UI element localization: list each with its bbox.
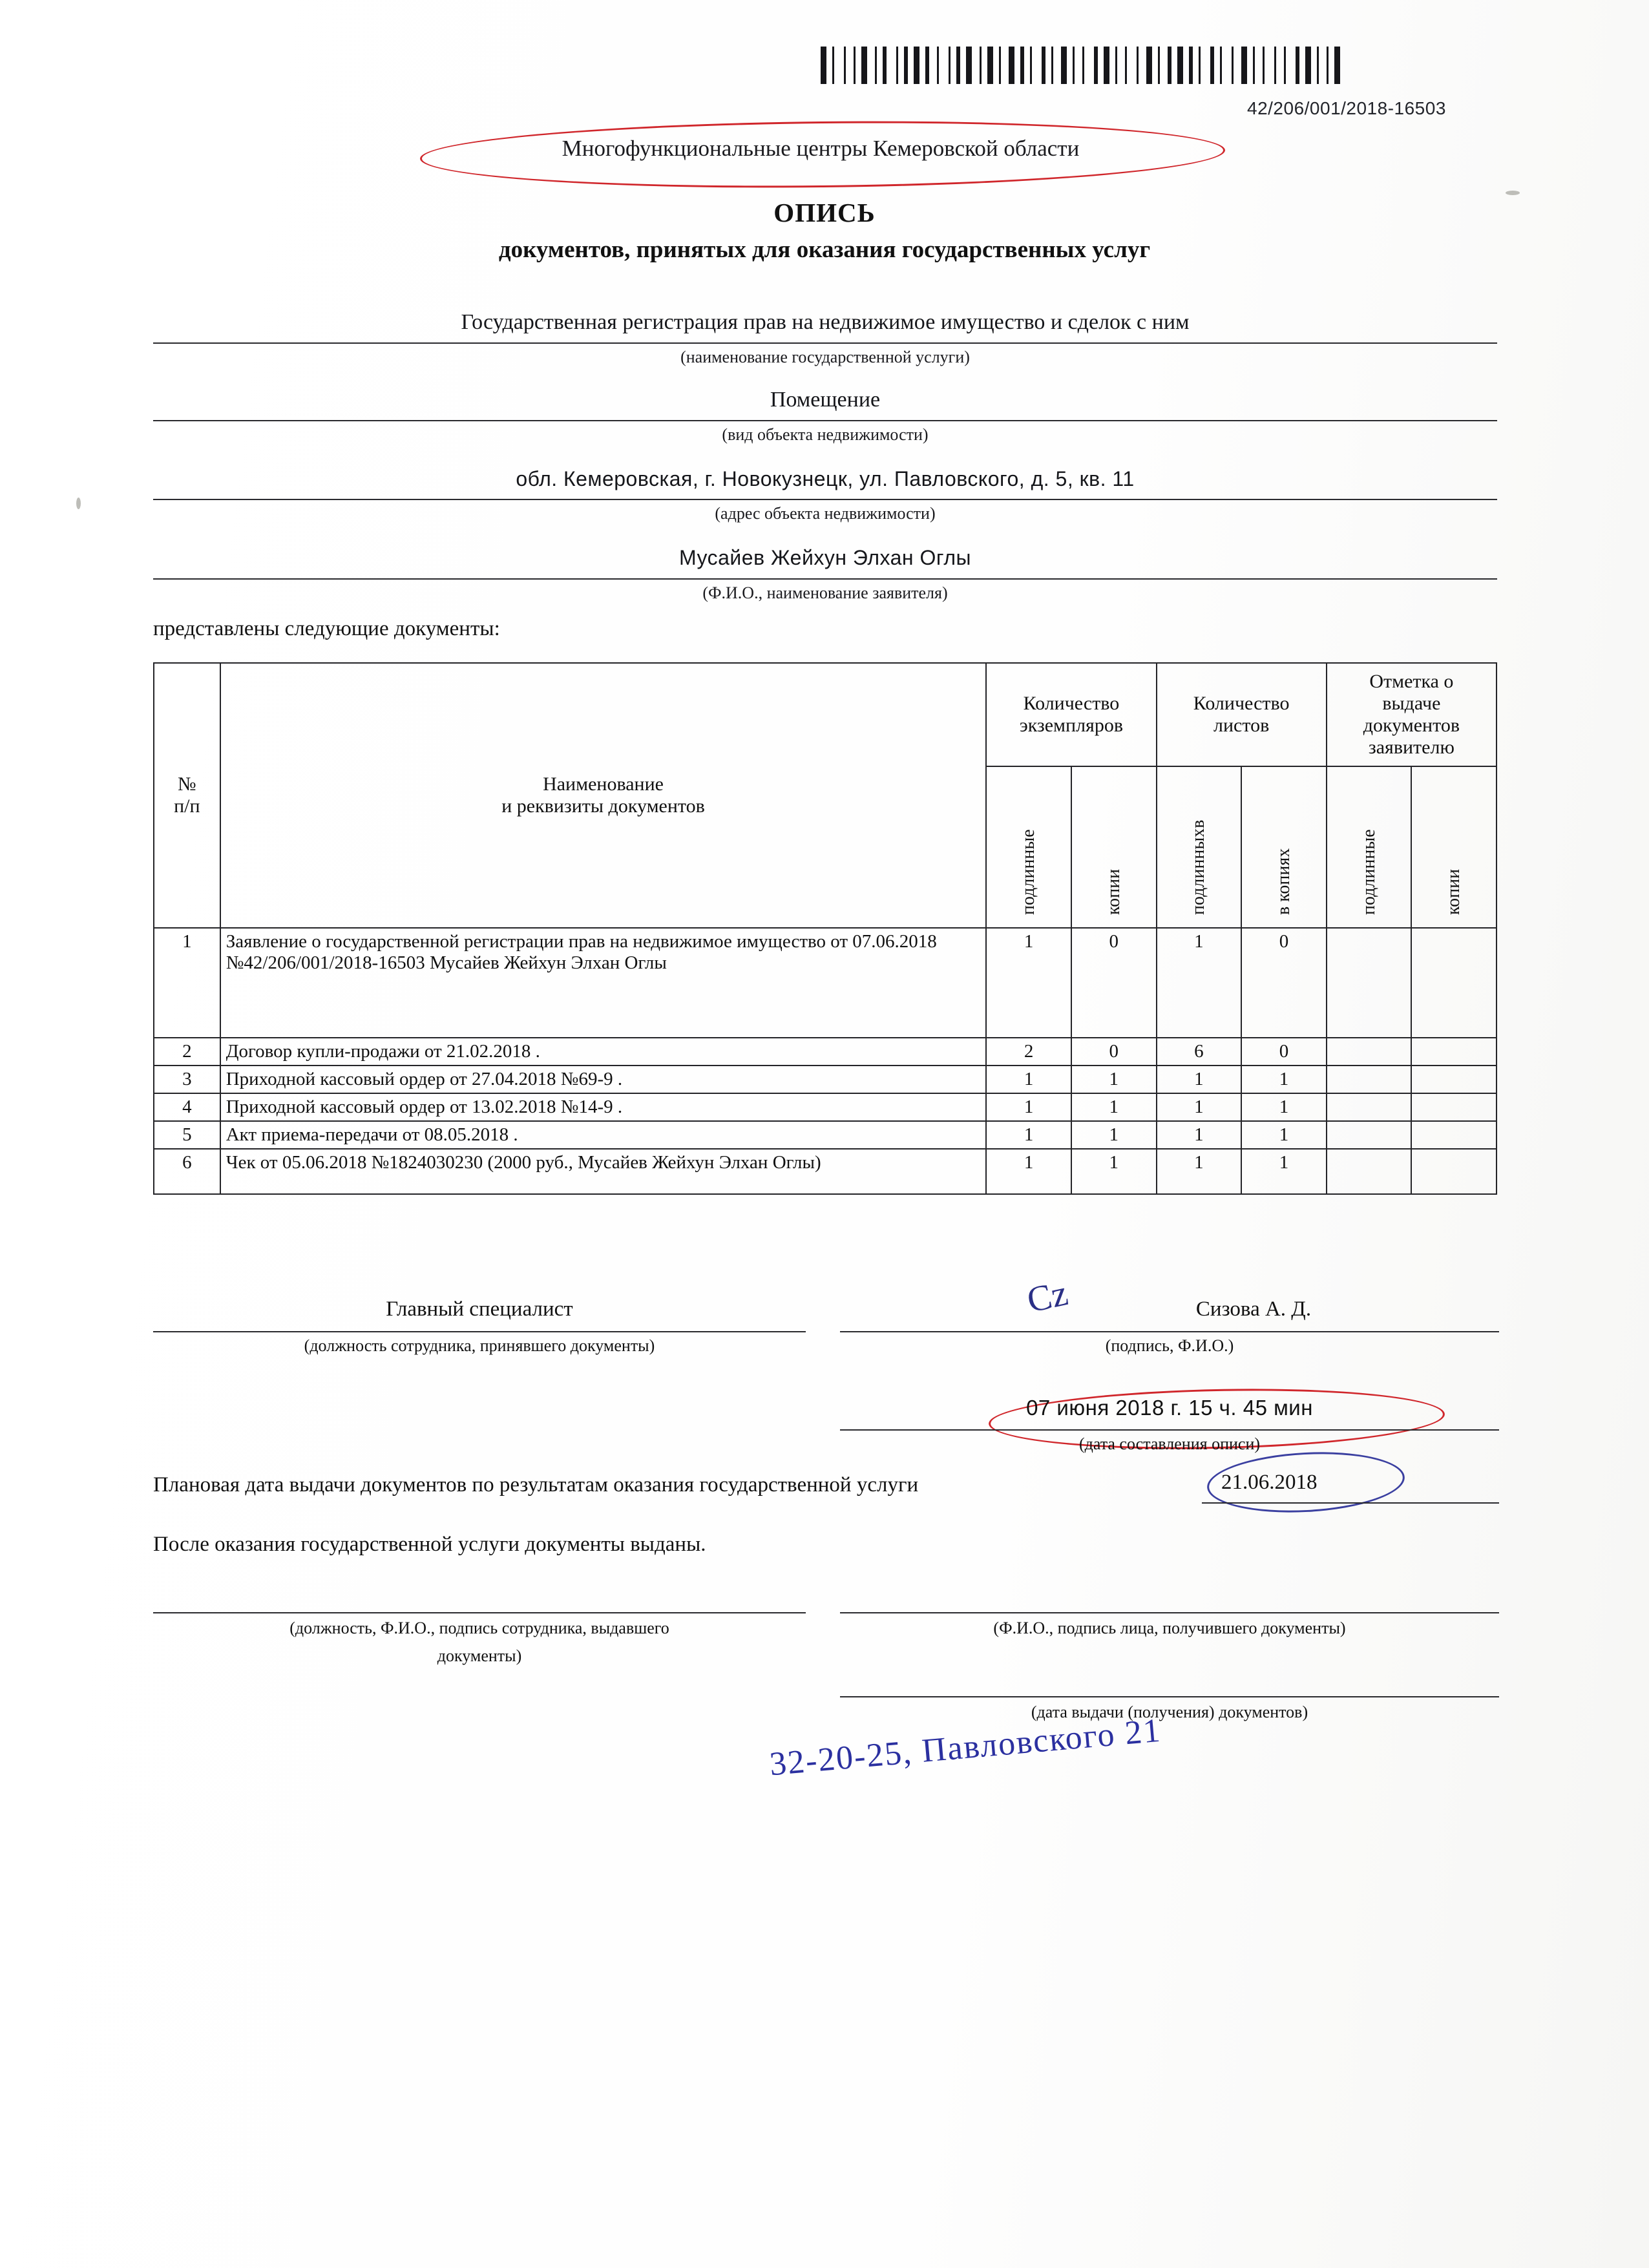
barcode-bar [956, 47, 960, 84]
cell-mark-originals [1327, 1149, 1412, 1194]
issue-date-caption: (дата выдачи (получения) документов) [1031, 1703, 1308, 1721]
barcode-bar [1216, 47, 1218, 84]
cell-copies: 1 [1071, 1066, 1157, 1093]
barcode-bar [1042, 47, 1045, 84]
issuer-caption-line2: документы) [437, 1646, 522, 1665]
cell-sheets-originals: 6 [1157, 1038, 1242, 1066]
employee-position-value: Главный специалист [386, 1297, 573, 1321]
barcode-bar [1047, 47, 1049, 84]
barcode-bar [869, 47, 873, 84]
cell-mark-copies [1411, 1038, 1497, 1066]
subheader-mark-originals [1327, 766, 1412, 928]
cell-mark-copies [1411, 1093, 1497, 1121]
barcode-bar [1140, 47, 1144, 84]
barcode-bar [1016, 47, 1018, 84]
barcode-bar [904, 47, 908, 84]
barcode-bar [1210, 47, 1214, 84]
barcode-bar [821, 47, 826, 84]
table-row [154, 1149, 1497, 1194]
cell-sheets-originals: 1 [1157, 1121, 1242, 1149]
barcode-bar [1154, 47, 1156, 84]
barcode-bar [974, 47, 978, 84]
applicant-name-value: Мусайев Жейхун Элхан Оглы [678, 546, 972, 569]
object-address-caption: (адрес объекта недвижимости) [715, 504, 936, 523]
cell-sheets-copies: 1 [1241, 1093, 1327, 1121]
cell-number: 1 [154, 928, 220, 1038]
cell-sheets-copies: 1 [1241, 1066, 1327, 1093]
field-rule-1 [153, 342, 1497, 344]
barcode-bar [1253, 47, 1255, 84]
barcode-bar [1158, 47, 1160, 84]
barcode-bar [1177, 47, 1183, 84]
barcode-number: 42/206/001/2018-16503 [1247, 98, 1446, 118]
barcode-bar [1146, 47, 1152, 84]
handwritten-note: 32-20-25, Павловского 21 [768, 1712, 1163, 1783]
subheader-originals [986, 766, 1071, 928]
cell-copies: 1 [1071, 1093, 1157, 1121]
barcode-bar [921, 47, 923, 84]
barcode-bar [1241, 47, 1247, 84]
barcode-bar [1026, 47, 1028, 84]
barcode-bar [832, 47, 834, 84]
barcode-bar [1189, 47, 1193, 84]
cell-originals: 1 [986, 1149, 1071, 1194]
barcode-bar [888, 47, 894, 84]
header-number [154, 663, 220, 928]
object-type-caption: (вид объекта недвижимости) [722, 425, 929, 444]
table-header-row [154, 663, 1497, 766]
object-type-value: Помещение [770, 388, 881, 412]
cell-originals: 1 [986, 1066, 1071, 1093]
barcode-bar [848, 47, 852, 84]
cell-mark-copies [1411, 1066, 1497, 1093]
cell-mark-originals [1327, 1038, 1412, 1066]
barcode-bar [1119, 47, 1123, 84]
barcode-bar [1003, 47, 1007, 84]
cell-copies: 1 [1071, 1121, 1157, 1149]
signer-name-value: Сизова А. Д. [1195, 1297, 1312, 1321]
barcode-bar [925, 47, 929, 84]
planned-issue-date: 21.06.2018 [1221, 1471, 1318, 1494]
table-row [154, 1066, 1497, 1093]
barcode-bar [999, 47, 1001, 84]
issuer-rule [153, 1612, 806, 1613]
header-name-line2: и реквизиты документов [501, 795, 705, 817]
barcode-bar [1278, 47, 1282, 84]
applicant-name-caption: (Ф.И.О., наименование заявителя) [702, 583, 948, 602]
barcode-bar [1073, 47, 1075, 84]
barcode-bar [1321, 47, 1325, 84]
barcode-bar [1288, 47, 1294, 84]
barcode-bar [1185, 47, 1187, 84]
cell-mark-originals [1327, 1121, 1412, 1149]
cell-originals: 2 [986, 1038, 1071, 1066]
compose-date-caption: (дата составления описи) [1078, 1434, 1261, 1453]
barcode-bar [1100, 47, 1102, 84]
header-sheets-count [1157, 663, 1327, 766]
barcode-bar [1009, 47, 1014, 84]
cell-originals: 1 [986, 1121, 1071, 1149]
barcode-bar [896, 47, 898, 84]
barcode-bar [1051, 47, 1053, 84]
service-name-caption: (наименование государственной услуги) [680, 348, 970, 366]
barcode-bar [875, 47, 877, 84]
header-copies-count-line1: Количество [1023, 693, 1120, 714]
cell-sheets-copies: 1 [1241, 1121, 1327, 1149]
barcode-bar [1317, 47, 1319, 84]
barcode-bar [966, 47, 972, 84]
barcode-bar [1137, 47, 1139, 84]
cell-mark-copies [1411, 1149, 1497, 1194]
position-rule [153, 1331, 806, 1332]
barcode-bar [1296, 47, 1299, 84]
barcode-bar [1266, 47, 1272, 84]
barcode-bar [1020, 47, 1024, 84]
cell-sheets-originals: 1 [1157, 928, 1242, 1038]
table-row [154, 928, 1497, 1038]
cell-originals: 1 [986, 928, 1071, 1038]
documents-table [153, 662, 1497, 1195]
receiver-caption: (Ф.И.О., подпись лица, получившего документы) [993, 1619, 1346, 1637]
barcode-bar [931, 47, 935, 84]
subheader-sheets-in-copies [1241, 766, 1327, 928]
barcode-bar [980, 47, 982, 84]
subheader-mark-originals-label: подлинные [1358, 829, 1379, 915]
barcode-bar [1301, 47, 1303, 84]
barcode-bar [949, 47, 951, 84]
barcode-bar [1069, 47, 1071, 84]
barcode-bar [987, 47, 993, 84]
barcode-bar [937, 47, 939, 84]
barcode-bar [1232, 47, 1234, 84]
subheader-copies-label: копии [1103, 868, 1124, 915]
scan-speck [1506, 191, 1520, 195]
page-title: ОПИСЬ [773, 198, 876, 227]
barcode-bar [1173, 47, 1175, 84]
subheader-mark-copies [1411, 766, 1497, 928]
subheader-mark-copies-label: копии [1444, 868, 1464, 915]
barcode-bar [1284, 47, 1286, 84]
cell-sheets-copies: 0 [1241, 928, 1327, 1038]
cell-sheets-originals: 1 [1157, 1066, 1242, 1093]
barcode-bar [1129, 47, 1135, 84]
header-issue-mark-line3: документов [1363, 715, 1460, 736]
header-issue-mark-line1: Отметка о [1369, 671, 1454, 692]
barcode-bar [1061, 47, 1067, 84]
barcode-bar [1115, 47, 1117, 84]
barcode-bar [1330, 47, 1332, 84]
compose-date-value: 07 июня 2018 г. 15 ч. 45 мин [1026, 1396, 1313, 1420]
barcode-bar [1086, 47, 1092, 84]
barcode-bar [1224, 47, 1230, 84]
issue-date-rule [840, 1696, 1499, 1697]
field-rule-2 [153, 420, 1497, 421]
subheader-sheets-originals [1157, 766, 1242, 928]
cell-sheets-copies: 0 [1241, 1038, 1327, 1066]
barcode-bar [1104, 47, 1109, 84]
barcode-bar [1220, 47, 1222, 84]
barcode-bar [1249, 47, 1251, 84]
date-rule [840, 1429, 1499, 1431]
barcode-bar [1274, 47, 1276, 84]
header-number-line2: п/п [174, 795, 200, 817]
field-rule-3 [153, 499, 1497, 500]
barcode-bar [1077, 47, 1080, 84]
cell-document-name: Договор купли-продажи от 21.02.2018 . [220, 1038, 987, 1066]
cell-document-name: Заявление о государственной регистрации прав на недвижимое имущество от 07.06.2018 №42/206/001/2018-16503 Мусайев Жейхун Элхан Оглы [220, 928, 987, 1038]
barcode-bar [1168, 47, 1171, 84]
cell-sheets-copies: 1 [1241, 1149, 1327, 1194]
header-issue-mark-line4: заявителю [1368, 737, 1455, 758]
header-number-line1: № [178, 773, 196, 795]
cell-number: 6 [154, 1149, 220, 1194]
cell-document-name: Приходной кассовый ордер от 27.04.2018 №69-9 . [220, 1066, 987, 1093]
subheader-copies [1071, 766, 1157, 928]
cell-document-name: Приходной кассовый ордер от 13.02.2018 №14-9 . [220, 1093, 987, 1121]
barcode-bar [952, 47, 954, 84]
page-subtitle: документов, принятых для оказания государственных услуг [498, 236, 1151, 263]
header-name-line1: Наименование [543, 773, 664, 795]
table-row [154, 1121, 1497, 1149]
barcode-bar [1235, 47, 1239, 84]
barcode-bar [883, 47, 887, 84]
handwritten-signature: Сz [1024, 1273, 1071, 1321]
table-body [154, 928, 1497, 1194]
barcode-bar [1030, 47, 1032, 84]
header-sheets-count-line1: Количество [1193, 693, 1290, 714]
subheader-sheets-originals-label: подлинныхв [1188, 819, 1209, 915]
barcode-bar [995, 47, 997, 84]
table-row [154, 1093, 1497, 1121]
subheader-sheets-in-copies-label: в копиях [1273, 848, 1294, 915]
barcode-bar [910, 47, 912, 84]
barcode-bar [879, 47, 881, 84]
cell-number: 4 [154, 1093, 220, 1121]
intro-text: представлены следующие документы: [153, 617, 500, 640]
table-row [154, 1038, 1497, 1066]
barcode-bar [1257, 47, 1261, 84]
header-sheets-count-line2: листов [1213, 715, 1270, 736]
signer-rule [840, 1331, 1499, 1332]
cell-number: 2 [154, 1038, 220, 1066]
cell-copies: 0 [1071, 1038, 1157, 1066]
barcode-bar [857, 47, 859, 84]
cell-copies: 0 [1071, 928, 1157, 1038]
barcode-bar [1094, 47, 1098, 84]
subheader-originals-label: подлинные [1018, 829, 1039, 915]
receiver-rule [840, 1612, 1499, 1613]
planned-date-rule [1202, 1502, 1499, 1504]
barcode-bar [1334, 47, 1340, 84]
cell-mark-copies [1411, 1121, 1497, 1149]
barcode-bar [983, 47, 985, 84]
service-name-value: Государственная регистрация прав на недвижимое имущество и сделок с ним [461, 310, 1190, 334]
scan-speck [76, 498, 81, 509]
cell-sheets-originals: 1 [1157, 1149, 1242, 1194]
barcode-bar [844, 47, 846, 84]
header-copies-count-line2: экземпляров [1019, 715, 1124, 736]
barcode-bar [1203, 47, 1208, 84]
barcode-bar [914, 47, 919, 84]
barcode-bar [1199, 47, 1201, 84]
barcode-bar [1055, 47, 1059, 84]
barcode-bar [1125, 47, 1127, 84]
cell-mark-originals [1327, 1066, 1412, 1093]
organization-name: Многофункциональные центры Кемеровской области [562, 136, 1080, 161]
header-copies-count [986, 663, 1156, 766]
cell-mark-originals [1327, 1093, 1412, 1121]
header-name [220, 663, 987, 928]
barcode-bar [1313, 47, 1315, 84]
cell-sheets-originals: 1 [1157, 1093, 1242, 1121]
barcode-bar [1342, 47, 1346, 84]
barcode-bar [941, 47, 947, 84]
barcode-bar [1195, 47, 1197, 84]
barcode-bar [861, 47, 867, 84]
barcode [821, 47, 1506, 84]
barcode-bar [1082, 47, 1084, 84]
barcode-bar [1305, 47, 1311, 84]
cell-copies: 1 [1071, 1149, 1157, 1194]
cell-number: 5 [154, 1121, 220, 1149]
cell-originals: 1 [986, 1093, 1071, 1121]
after-service-text: После оказания государственной услуги документы выданы. [153, 1533, 706, 1556]
signer-caption: (подпись, Ф.И.О.) [1105, 1336, 1234, 1355]
barcode-bar [854, 47, 856, 84]
planned-issue-text: Плановая дата выдачи документов по результатам оказания государственной услуги [153, 1473, 919, 1496]
barcode-bar [836, 47, 842, 84]
cell-mark-originals [1327, 928, 1412, 1038]
barcode-bar [1327, 47, 1329, 84]
cell-mark-copies [1411, 928, 1497, 1038]
cell-document-name: Чек от 05.06.2018 №1824030230 (2000 руб., Мусайев Жейхун Элхан Оглы) [220, 1149, 987, 1194]
barcode-bar [1263, 47, 1265, 84]
field-rule-4 [153, 578, 1497, 580]
issuer-caption-line1: (должность, Ф.И.О., подпись сотрудника, выдавшего [289, 1619, 669, 1637]
barcode-bar [900, 47, 902, 84]
employee-position-caption: (должность сотрудника, принявшего документы) [304, 1336, 655, 1355]
barcode-bar [1111, 47, 1113, 84]
barcode-bar [962, 47, 964, 84]
cell-document-name: Акт приема-передачи от 08.05.2018 . [220, 1121, 987, 1149]
barcode-bar [1162, 47, 1166, 84]
barcode-bar [828, 47, 830, 84]
barcode-bar [1034, 47, 1040, 84]
cell-number: 3 [154, 1066, 220, 1093]
header-issue-mark-line2: выдаче [1382, 693, 1441, 714]
object-address-value: обл. Кемеровская, г. Новокузнецк, ул. Павловского, д. 5, кв. 11 [516, 467, 1135, 490]
header-issue-mark [1327, 663, 1497, 766]
